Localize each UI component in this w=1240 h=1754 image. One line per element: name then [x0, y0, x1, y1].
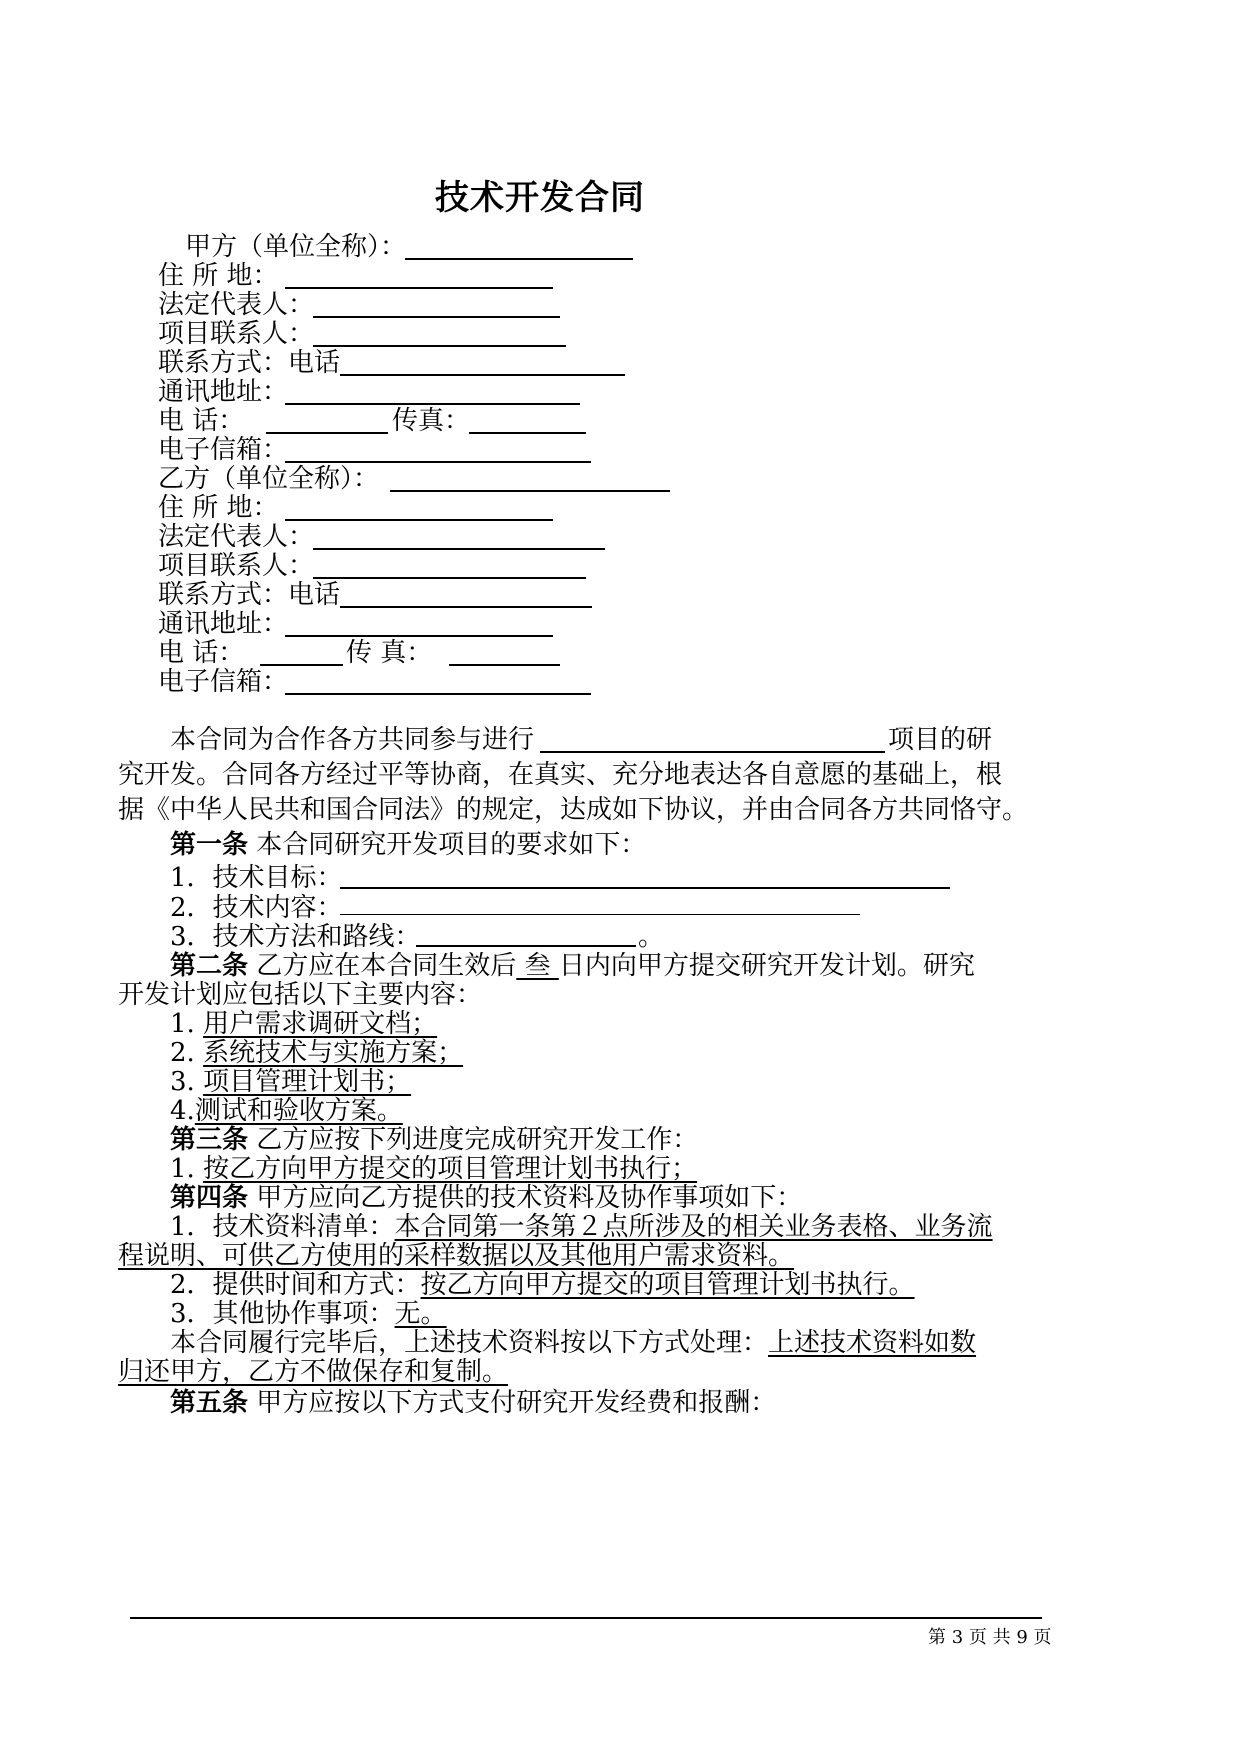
closing-underlined-text: 归还甲方，乙方不做保存和复制。 — [118, 1357, 509, 1387]
party-b-contact-label: 联系方式：电话 — [158, 580, 341, 610]
article-4-text: 甲方应向乙方提供的技术资料及协作事项如下： — [248, 1183, 803, 1213]
tech-method-blank[interactable] — [416, 945, 636, 947]
article-2-text-b: 日内向甲方提交研究开发计划。研究 — [558, 951, 975, 981]
party-b-address-label: 住 所 地： — [158, 493, 279, 523]
tech-content-blank[interactable] — [340, 914, 860, 915]
party-b-fax-blank[interactable] — [449, 664, 560, 666]
intro-line-3: 据《中华人民共和国合同法》的规定，达成如下协议，并由合同各方共同恪守。 — [118, 795, 1029, 825]
list-item-number: 1. — [170, 1009, 204, 1039]
article-1-heading: 第一条 — [170, 830, 249, 860]
party-b-name-label: 乙方（单位全称）： — [158, 464, 380, 494]
article-1 — [170, 829, 646, 862]
intro-line-2: 究开发。合同各方经过平等协商，在真实、充分地表达各自意愿的基础上，根 — [118, 760, 1003, 790]
party-b-contact-person-blank[interactable] — [313, 577, 586, 579]
intro-line-1a: 本合同为合作各方共同参与进行 — [170, 725, 535, 755]
article-1-item-3-label: 3．技术方法和路线： — [170, 922, 421, 952]
list-item-number: 1. — [170, 1154, 204, 1184]
party-b-contact-person-label: 项目联系人： — [158, 551, 315, 581]
closing-underlined-text: 上述技术资料如数 — [768, 1328, 977, 1358]
article-4-closing-cont — [118, 1356, 508, 1389]
party-a-mail-address-label: 通讯地址： — [158, 377, 289, 407]
closing-text: 本合同履行完毕后，上述技术资料按以下方式处理： — [170, 1328, 769, 1358]
list-item-label: 3．其他协作事项： — [170, 1299, 395, 1329]
party-a-fax-label: 传真： — [392, 406, 471, 436]
list-item-text: 用户需求调研文档； — [203, 1009, 438, 1039]
party-a-email-label: 电子信箱： — [158, 435, 289, 465]
party-a-legal-rep-blank[interactable] — [313, 316, 560, 318]
party-a-name-blank[interactable] — [405, 258, 633, 260]
party-a-phone-label: 电 话： — [158, 406, 245, 436]
party-a-fax-blank[interactable] — [469, 432, 586, 434]
party-b-email-label: 电子信箱： — [158, 667, 289, 697]
party-a-contact-person-label: 项目联系人： — [158, 319, 315, 349]
article-3-text: 乙方应按下列进度完成研究开发工作： — [248, 1125, 699, 1155]
footer-divider — [130, 1617, 1042, 1619]
article-1-item-2-label: 2．技术内容： — [170, 893, 343, 923]
party-b-email-blank[interactable] — [285, 693, 591, 695]
party-a-legal-rep-label: 法定代表人： — [158, 290, 315, 320]
page-title: 技术开发合同 — [435, 178, 645, 218]
party-a-address-blank[interactable] — [285, 287, 553, 289]
list-item-text: 程说明、可供乙方使用的采样数据以及其他用户需求资料。 — [118, 1241, 795, 1271]
list-item-text: 无。 — [394, 1299, 447, 1329]
list-item-text: 项目管理计划书； — [203, 1067, 412, 1097]
article-2-heading: 第二条 — [170, 951, 249, 981]
article-5-text: 甲方应按以下方式支付研究开发经费和报酬： — [248, 1388, 777, 1418]
list-item-text: 按乙方向甲方提交的项目管理计划书执行。 — [420, 1270, 915, 1300]
list-item-text: 测试和验收方案。 — [194, 1096, 403, 1126]
project-name-blank[interactable] — [540, 751, 885, 753]
party-a-contact-person-blank[interactable] — [313, 345, 566, 347]
list-item-label: 1．技术资料清单： — [170, 1212, 395, 1242]
article-4-heading: 第四条 — [170, 1183, 249, 1213]
article-2-days: 叁 — [516, 951, 559, 981]
party-a-name-label: 甲方（单位全称）： — [185, 232, 407, 262]
list-item-label: 2．提供时间和方式： — [170, 1270, 421, 1300]
party-b-fax-label: 传 真： — [346, 638, 433, 668]
article-2-line-2: 开发计划应包括以下主要内容： — [118, 980, 483, 1010]
tech-goal-blank[interactable] — [340, 887, 950, 889]
article-1-text: 本合同研究开发项目的要求如下： — [248, 830, 647, 860]
intro-line-1b: 项目的研 — [888, 725, 993, 755]
list-item-text: 系统技术与实施方案； — [203, 1038, 464, 1068]
party-b-mail-address-label: 通讯地址： — [158, 609, 289, 639]
party-b-legal-rep-label: 法定代表人： — [158, 522, 315, 552]
list-item-number: 2. — [170, 1038, 204, 1068]
list-item-number: 4. — [170, 1096, 195, 1126]
article-5-heading: 第五条 — [170, 1388, 249, 1418]
article-5 — [170, 1387, 776, 1420]
party-a-contact-label: 联系方式：电话 — [158, 348, 341, 378]
party-b-address-blank[interactable] — [285, 519, 553, 521]
party-a-address-label: 住 所 地： — [158, 261, 279, 291]
list-item-number: 3. — [170, 1067, 204, 1097]
article-1-item-3-end: 。 — [638, 922, 665, 952]
party-b-phone-label: 电 话： — [158, 638, 245, 668]
article-2-text-a: 乙方应在本合同生效后 — [248, 951, 517, 981]
page-number: 第 3 页 共 9 页 — [928, 1627, 1052, 1648]
party-b-contact-blank[interactable] — [340, 606, 592, 608]
party-b-name-blank[interactable] — [390, 490, 670, 492]
article-1-item-1-label: 1．技术目标： — [170, 863, 343, 893]
party-a-contact-blank[interactable] — [340, 374, 625, 376]
list-item-text: 本合同第一条第２点所涉及的相关业务表格、业务流 — [394, 1212, 993, 1242]
list-item-text: 按乙方向甲方提交的项目管理计划书执行； — [203, 1154, 698, 1184]
party-b-legal-rep-blank[interactable] — [313, 548, 605, 550]
article-3-heading: 第三条 — [170, 1125, 249, 1155]
